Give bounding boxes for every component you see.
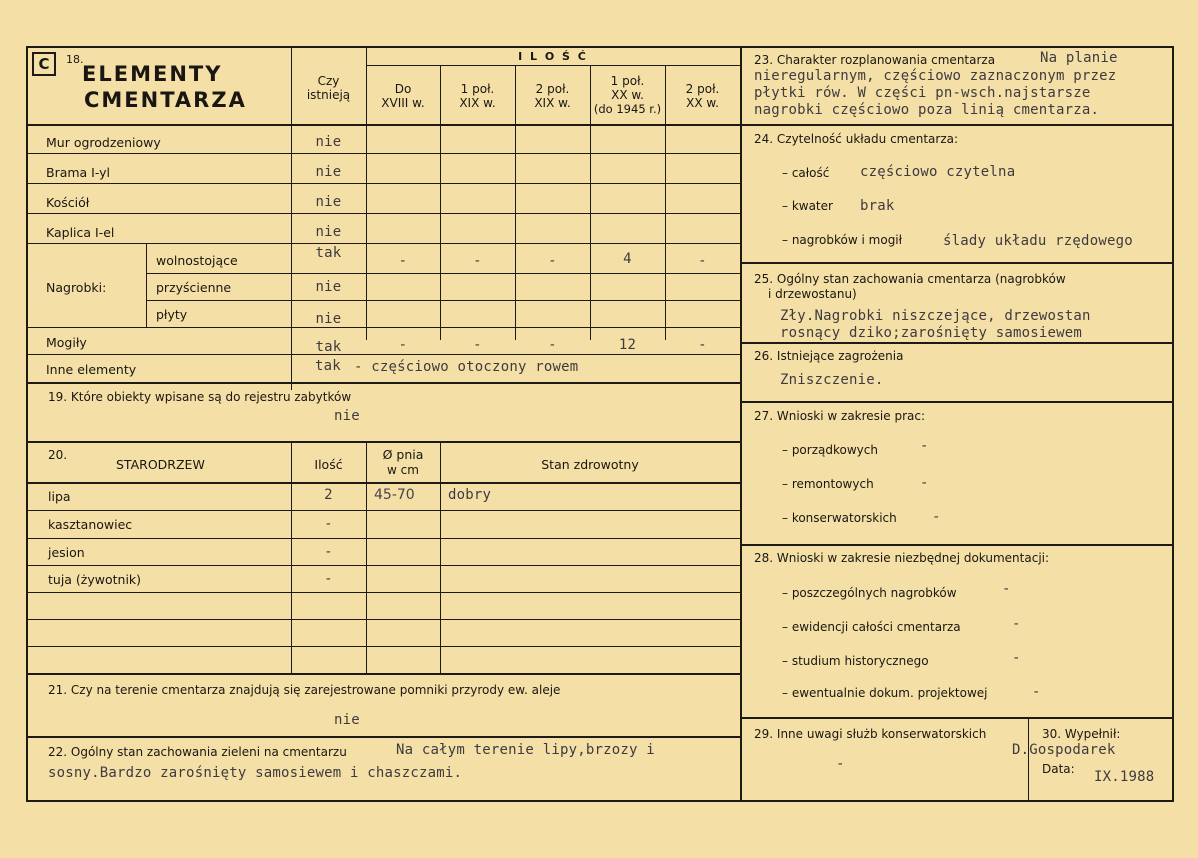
row-label-nagrobki: Nagrobki: <box>46 280 107 295</box>
row-line <box>28 736 740 738</box>
row-line <box>28 183 740 184</box>
row-line <box>740 124 1172 126</box>
qty-header: I L O Ś Ć <box>518 50 588 63</box>
s20-number: 20. <box>48 448 68 462</box>
s25-label-1: 25. Ogólny stan zachowania cmentarza (nagrobków <box>754 272 1066 286</box>
tree-name: lipa <box>48 489 71 504</box>
mogily-q3: - <box>548 337 557 353</box>
s27-item-value: - <box>920 438 929 454</box>
s22-value-2: sosny.Bardzo zarośnięty samosiewem i chaszczami. <box>48 765 463 781</box>
row-line <box>28 592 740 593</box>
s20-col-diam-2: w cm <box>387 463 419 477</box>
s27-label: 27. Wnioski w zakresie prac: <box>754 409 926 423</box>
row-line <box>28 673 740 675</box>
row-line <box>740 717 1172 719</box>
value-mur: nie <box>315 134 342 150</box>
period-2-l2: XIX w. <box>459 96 496 110</box>
period-1-l2: XVIII w. <box>381 96 425 110</box>
row-line <box>28 441 740 443</box>
s28-item-label: – studium historycznego <box>782 654 929 668</box>
value-plyty: nie <box>315 311 342 327</box>
s28-item-value: - <box>1012 650 1021 666</box>
s28-item-value: - <box>1032 684 1041 700</box>
period-3-l1: 2 poł. <box>535 82 570 96</box>
s24-calosc-value: częściowo czytelna <box>860 164 1016 180</box>
s23-value-3: płytki rów. W części pn-wsch.najstarsze <box>754 85 1091 101</box>
value-mogily: tak <box>315 339 342 355</box>
wolno-q5: - <box>698 253 707 269</box>
row-line <box>28 510 740 511</box>
row-line <box>28 619 740 620</box>
row-label-kosciol: Kościół <box>46 195 90 210</box>
row-line <box>366 65 740 66</box>
s24-nagrobkow-label: – nagrobków i mogił <box>782 233 903 247</box>
value-wolno: tak <box>315 245 342 261</box>
period-2-l1: 1 poł. <box>460 82 495 96</box>
main-divider <box>740 48 742 800</box>
s20-col-health: Stan zdrowotny <box>541 457 639 472</box>
row-line <box>28 538 740 539</box>
tree-qty: 2 <box>324 487 333 503</box>
s23-value-1: Na planie <box>1040 50 1118 66</box>
value-przy: nie <box>315 279 342 295</box>
s21-label: 21. Czy na terenie cmentarza znajdują się zarejestrowane pomniki przyrody ew. aleje <box>48 683 561 697</box>
note-inne: - częściowo otoczony rowem <box>354 359 579 375</box>
tree-name: kasztanowiec <box>48 517 133 532</box>
wolno-q2: - <box>473 253 482 269</box>
s28-item-label: – ewidencji całości cmentarza <box>782 620 961 634</box>
s29-label: 29. Inne uwagi służb konserwatorskich <box>754 727 987 741</box>
row-line <box>146 300 740 301</box>
row-line <box>740 342 1172 344</box>
row-label-inne: Inne elementy <box>46 362 137 377</box>
row-line <box>28 243 740 244</box>
s25-value-2: rosnący dziko;zarośnięty samosiewem <box>780 325 1083 341</box>
s19-value: nie <box>334 408 360 424</box>
s30-name: D.Gospodarek <box>1012 742 1116 758</box>
s27-item-value: - <box>932 509 941 525</box>
s28-item-label: – poszczególnych nagrobków <box>782 586 957 600</box>
col-line <box>1028 717 1029 800</box>
s30-date-label: Data: <box>1042 762 1075 776</box>
row-label-przy: przyścienne <box>156 280 232 295</box>
value-inne: tak <box>315 358 341 374</box>
s27-item-label: – konserwatorskich <box>782 511 897 525</box>
row-line <box>28 482 740 484</box>
s28-label: 28. Wnioski w zakresie niezbędnej dokumentacji: <box>754 551 1050 565</box>
s23-label: 23. Charakter rozplanowania cmentarza <box>754 53 996 67</box>
row-line <box>28 565 740 566</box>
col-line <box>440 441 441 673</box>
s30-date: IX.1988 <box>1094 769 1155 785</box>
row-line <box>28 382 740 384</box>
s30-label: 30. Wypełnił: <box>1042 727 1121 741</box>
s20-col-qty: Ilość <box>314 457 343 472</box>
s28-item-value: - <box>1012 616 1021 632</box>
row-line <box>740 544 1172 546</box>
s26-value: Zniszczenie. <box>780 372 884 388</box>
row-label-wolno: wolnostojące <box>156 253 238 268</box>
section-box: C <box>32 52 56 76</box>
row-label-brama: Brama I-yl <box>46 165 111 180</box>
mogily-q4: 12 <box>618 337 637 353</box>
s18-title-2: CMENTARZA <box>84 88 247 112</box>
col-line <box>146 243 147 327</box>
row-label-mogily: Mogiły <box>46 335 87 350</box>
s27-item-label: – porządkowych <box>782 443 878 457</box>
tree-qty: - <box>324 544 333 560</box>
tree-name: jesion <box>48 545 85 560</box>
row-line <box>28 213 740 214</box>
row-line <box>28 124 740 126</box>
period-4-l3: (do 1945 r.) <box>593 102 662 116</box>
tree-qty: - <box>324 571 333 587</box>
s28-item-value: - <box>1002 581 1011 597</box>
s24-label: 24. Czytelność układu cmentarza: <box>754 132 959 146</box>
s20-col-diam-1: Ø pnia <box>382 447 424 462</box>
s29-value: - <box>836 756 845 772</box>
s27-item-label: – remontowych <box>782 477 874 491</box>
row-line <box>740 401 1172 403</box>
mogily-q1: - <box>398 337 408 353</box>
period-1-l1: Do <box>394 82 412 96</box>
period-4-l1: 1 poł. <box>610 74 645 88</box>
col-exists-2: istnieją <box>306 88 351 102</box>
s23-value-4: nagrobki częściowo poza linią cmentarza. <box>754 102 1100 118</box>
s19-label: 19. Które obiekty wpisane są do rejestru zabytków <box>48 390 352 404</box>
mogily-q2: - <box>473 337 482 353</box>
mogily-q5: - <box>698 337 707 353</box>
s25-label-2: i drzewostanu) <box>768 287 857 301</box>
s26-label: 26. Istniejące zagrożenia <box>754 349 904 363</box>
s24-kwater-label: – kwater <box>782 199 833 213</box>
s22-value-1: Na całym terenie lipy,brzozy i <box>396 742 655 758</box>
wolno-q4: 4 <box>623 251 632 267</box>
row-line <box>28 327 740 328</box>
row-line <box>28 153 740 154</box>
s18-number: 18. <box>66 53 84 66</box>
value-kaplica: nie <box>315 224 342 240</box>
row-line <box>28 354 740 355</box>
s22-label: 22. Ogólny stan zachowania zieleni na cmentarzu <box>48 745 347 759</box>
s28-item-label: – ewentualnie dokum. projektowej <box>782 686 988 700</box>
s24-kwater-value: brak <box>860 198 895 214</box>
tree-name: tuja (żywotnik) <box>48 572 142 587</box>
period-5-l1: 2 poł. <box>685 82 720 96</box>
s24-nagrobkow-value: ślady układu rzędowego <box>943 233 1133 249</box>
value-kosciol: nie <box>315 194 342 210</box>
s18-title-1: ELEMENTY <box>82 62 223 86</box>
row-line <box>740 262 1172 264</box>
s25-value-1: Zły.Nagrobki niszczejące, drzewostan <box>780 308 1091 324</box>
s27-item-value: - <box>920 475 929 491</box>
tree-diam: 45-70 <box>374 487 415 503</box>
wolno-q3: - <box>548 253 557 269</box>
period-5-l2: XX w. <box>686 96 719 110</box>
record-card <box>26 46 1174 802</box>
row-label-plyty: płyty <box>156 307 188 322</box>
wolno-q1: - <box>398 253 408 269</box>
s23-value-2: nieregularnym, częściowo zaznaczonym przez <box>754 68 1117 84</box>
row-label-kaplica: Kaplica I-el <box>46 225 115 240</box>
s20-title: STARODRZEW <box>116 457 205 472</box>
col-exists-1: Czy <box>317 74 340 88</box>
value-brama: nie <box>315 164 342 180</box>
s24-calosc-label: – całość <box>782 166 830 180</box>
period-4-l2: XX w. <box>611 88 644 102</box>
row-line <box>146 273 740 274</box>
row-line <box>28 646 740 647</box>
s21-value: nie <box>334 712 360 728</box>
tree-health: dobry <box>448 487 492 503</box>
tree-qty: - <box>324 516 333 532</box>
period-3-l2: XIX w. <box>534 96 571 110</box>
row-label-mur: Mur ogrodzeniowy <box>46 135 161 150</box>
